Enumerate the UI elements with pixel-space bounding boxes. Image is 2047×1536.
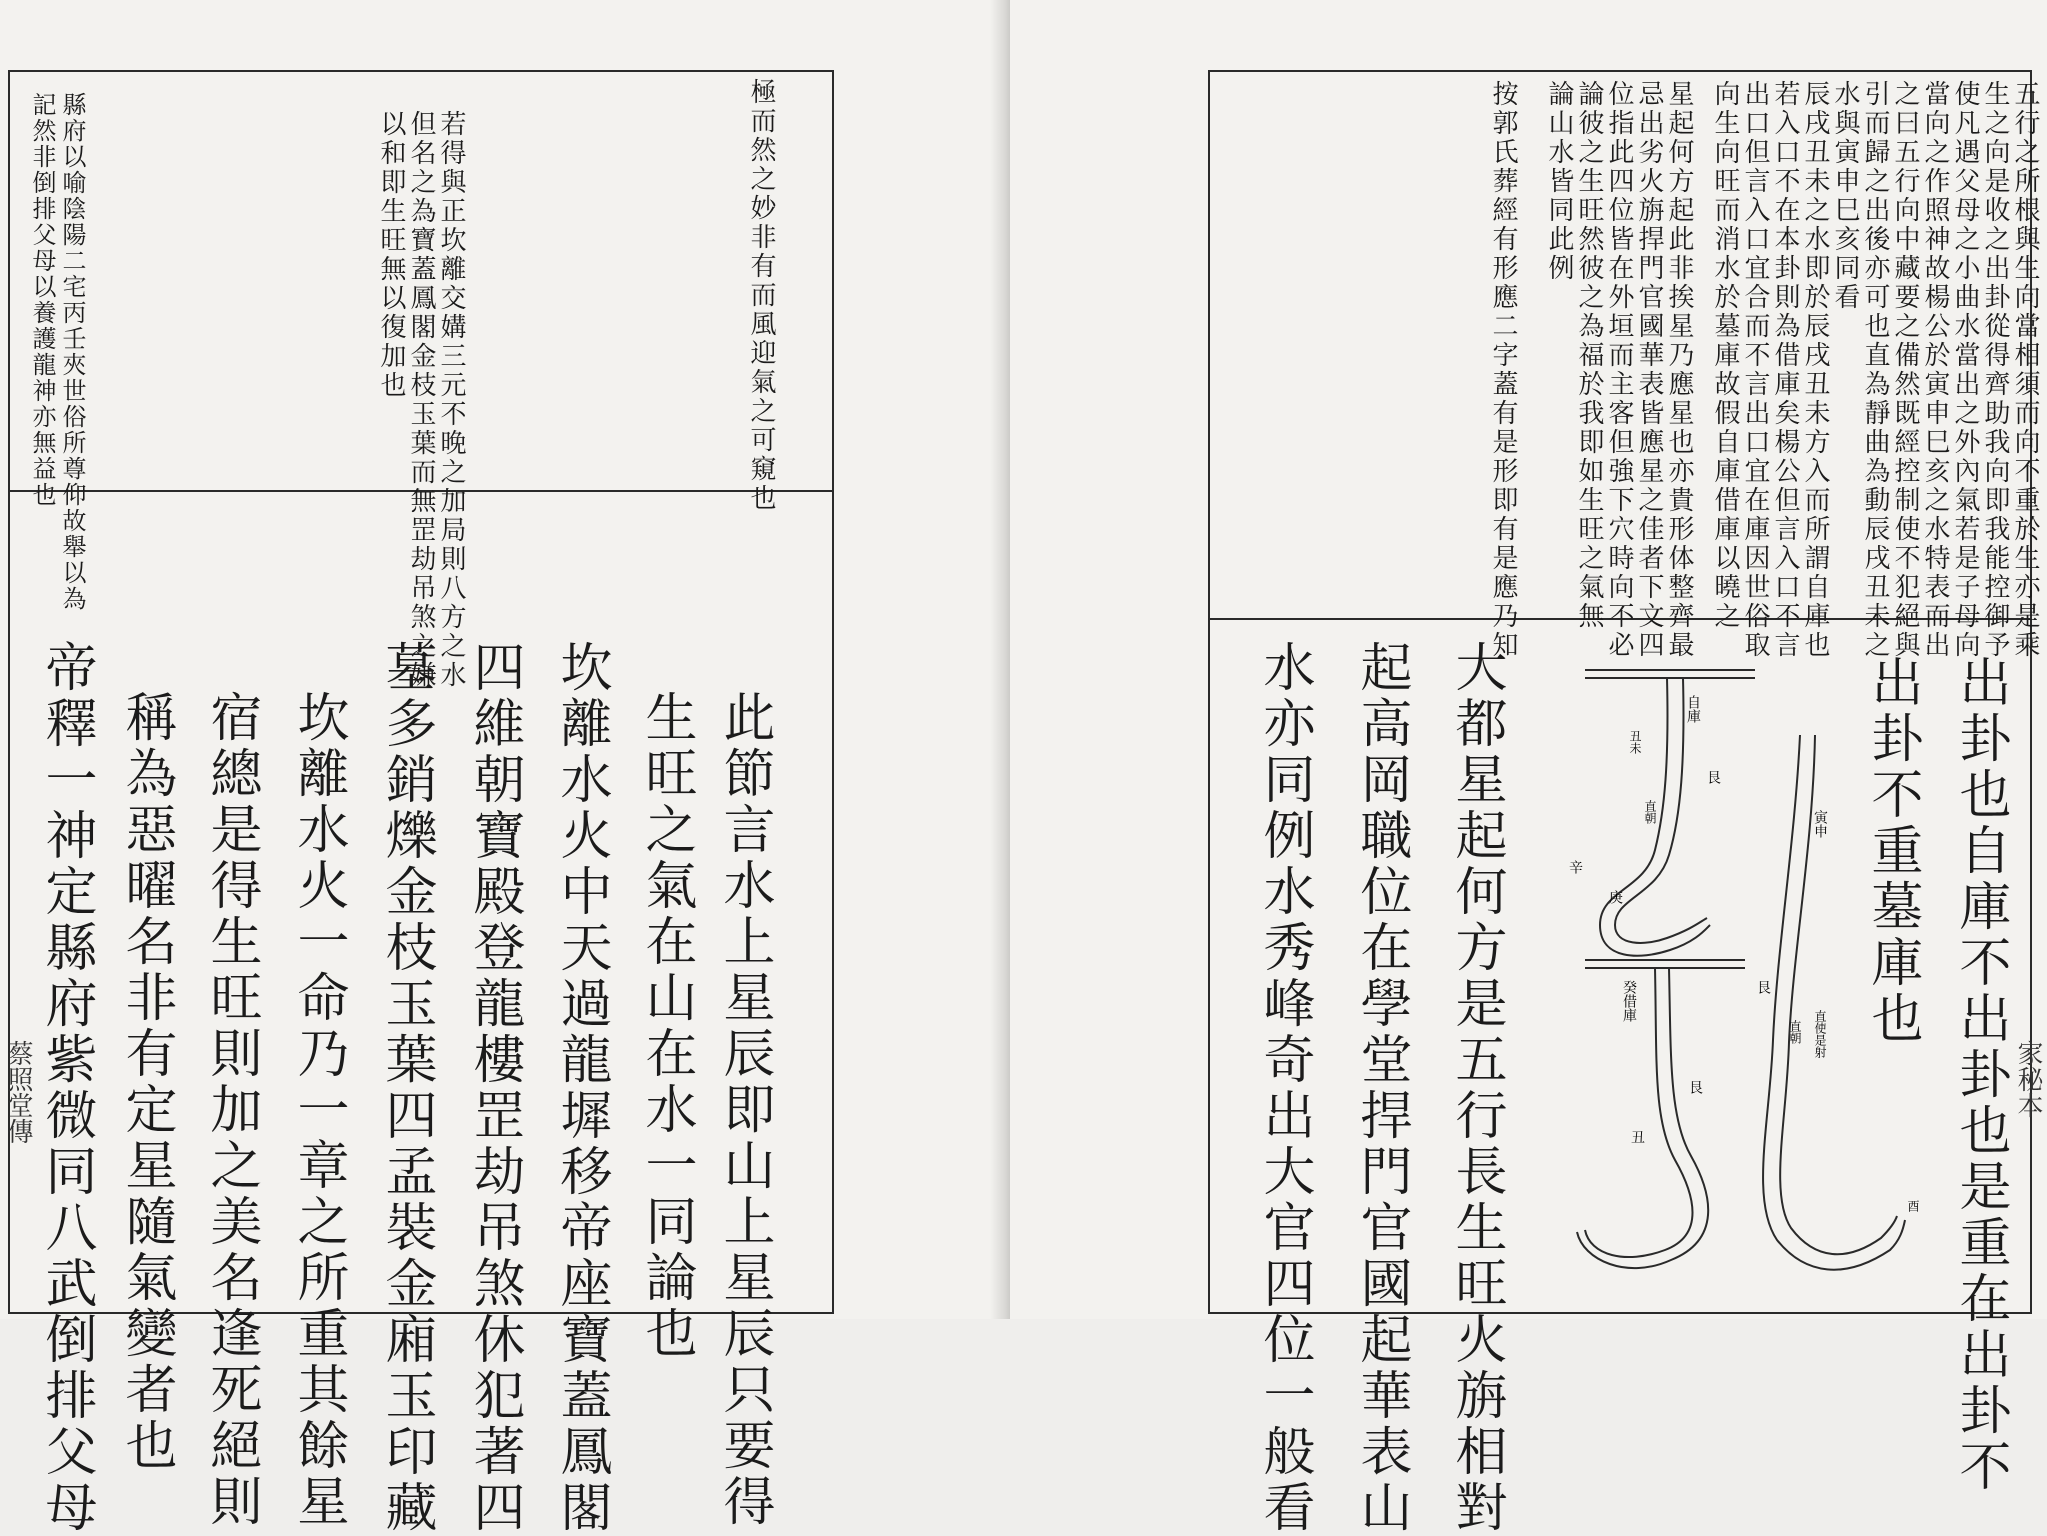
right-edge-text: 家秘本 (2013, 1040, 2043, 1118)
diagram-label-right-2: 艮 (1755, 980, 1771, 994)
diagram-label-top-6: 庚 (1607, 890, 1623, 904)
diagram-label-bottom-1: 癸借庫 (1621, 980, 1637, 1022)
right-top-col-9: 若入口不在本卦則為借庫矣楊公但言入口不言 (1770, 80, 1800, 660)
water-course-diagram (1545, 640, 1945, 1300)
diagram-label-top-1: 自庫 (1685, 695, 1701, 723)
diagram-label-top-5: 辛 (1567, 860, 1583, 874)
diagram-label-top-4: 直朝 (1643, 800, 1657, 824)
right-top-col-15: 論彼之生旺然彼之為福於我即如生旺之氣無 (1574, 80, 1604, 631)
right-top-col-14: 位指此四位皆在外垣而主客但強下穴時向不必 (1604, 80, 1634, 660)
diagram-bottom-bar (1585, 960, 1745, 968)
right-top-col-11: 向生向旺而消水於墓庫故假自庫借庫以曉之 (1710, 80, 1740, 631)
right-top-col-4: 當向之作照神故楊公於寅申巳亥之水特表而出 (1920, 80, 1950, 660)
right-bottom-col-1: 出卦也自庫不出卦也是重在出卦不 (1950, 655, 2010, 1495)
left-top-col-2: 若得與正坎離交媾三元不晚之加局則八方之水 (436, 110, 466, 690)
diagram-label-right-5: 酉 (1906, 1200, 1920, 1212)
diagram-label-right-1: 寅申 (1812, 810, 1828, 838)
right-bottom-col-3: 大都星起何方是五行長生旺火旃相對 (1446, 640, 1506, 1536)
diagram-label-right-4: 直使是射 (1813, 1010, 1827, 1058)
right-top-col-2: 生之向是收之出卦從得齊助我向即我能控御予 (1980, 80, 2010, 660)
left-bottom-col-3: 坎離水火中天過龍墀移帝座寶蓋鳳閣 (551, 640, 611, 1536)
left-note-col-1: 縣府以喻陰陽二宅丙壬夾世俗所尊仰故舉以為 (58, 92, 86, 612)
right-top-col-16: 論山水皆同此例 (1544, 80, 1574, 283)
right-top-col-7: 水與寅申巳亥同看 (1830, 80, 1860, 312)
right-bottom-col-2: 出卦不重墓庫也 (1862, 655, 1922, 1047)
right-bottom-col-5: 水亦同例水秀峰奇出大官四位一般看 (1254, 640, 1314, 1536)
left-top-col-4: 以和即生旺無以復加也 (376, 110, 406, 400)
right-top-col-17: 按郭氏葬經有形應二字蓋有是形即有是應乃知 (1488, 80, 1518, 660)
right-top-col-13: 忌出劣火旃捍門官國華表皆應星之佳者下文四 (1634, 80, 1664, 660)
left-edge-text: 蔡照堂傳 (3, 1040, 33, 1144)
left-top-col-3: 但名之為寶蓋鳳閣金枝玉葉而無罡劫吊煞之嫌 (406, 110, 436, 690)
left-bottom-col-4: 四維朝寶殿登龍樓罡劫吊煞休犯著四 (464, 640, 524, 1536)
right-page (1010, 0, 2047, 1536)
left-bottom-col-5: 墓多銷爍金枝玉葉四孟裝金廂玉印藏 (376, 640, 436, 1536)
right-top-col-12: 星起何方起此非挨星乃應星也亦貴形体整齊最 (1664, 80, 1694, 660)
diagram-label-top-2: 丑未 (1628, 730, 1642, 754)
diagram-label-bottom-3: 丑 (1629, 1130, 1645, 1144)
left-bottom-col-6: 坎離水火一命乃一章之所重其餘星 (288, 690, 348, 1530)
right-top-col-8: 辰戌丑未之水即於辰戌丑未方入而所謂自庫也 (1800, 80, 1830, 660)
right-top-col-6: 引而歸之出後亦可也直為靜曲為動辰戌丑未之 (1860, 80, 1890, 660)
left-top-col-1: 極而然之妙非有而風迎氣之可窺也 (746, 78, 776, 513)
diagram-label-top-3: 艮 (1705, 770, 1721, 784)
left-page (0, 0, 1000, 1536)
left-bottom-col-8: 稱為惡曜名非有定星隨氣變者也 (116, 690, 176, 1474)
diagram-label-bottom-2: 艮 (1687, 1080, 1703, 1094)
left-bottom-col-1: 此節言水上星辰即山上星辰只要得 (714, 690, 774, 1530)
right-top-col-1: 五行之所根與生向當相須而向不重於生亦是乘 (2010, 80, 2040, 660)
left-bottom-col-7: 宿總是得生旺則加之美名逢死絕則 (201, 690, 261, 1530)
right-bottom-col-4: 起高岡職位在學堂捍門官國起華表山 (1351, 640, 1411, 1536)
right-top-col-3: 使凡遇父母之小曲水當出之外內氣若是子母向 (1950, 80, 1980, 660)
diagram-top-bar (1585, 670, 1755, 678)
right-top-col-5: 之曰五行向中藏要之備然既經控制使不犯絕與 (1890, 80, 1920, 660)
left-note-col-2: 記然非倒排父母以養護龍神亦無益也 (28, 92, 56, 508)
left-bottom-col-2: 生旺之氣在山在水一同論也 (636, 690, 696, 1362)
left-bottom-col-9: 帝釋一神定縣府紫微同八武倒排父母 (36, 640, 96, 1536)
diagram-label-right-3: 直朝 (1788, 1020, 1802, 1044)
right-top-col-10: 出口但言入口宜合而不言出口宜在庫因世俗取 (1740, 80, 1770, 660)
